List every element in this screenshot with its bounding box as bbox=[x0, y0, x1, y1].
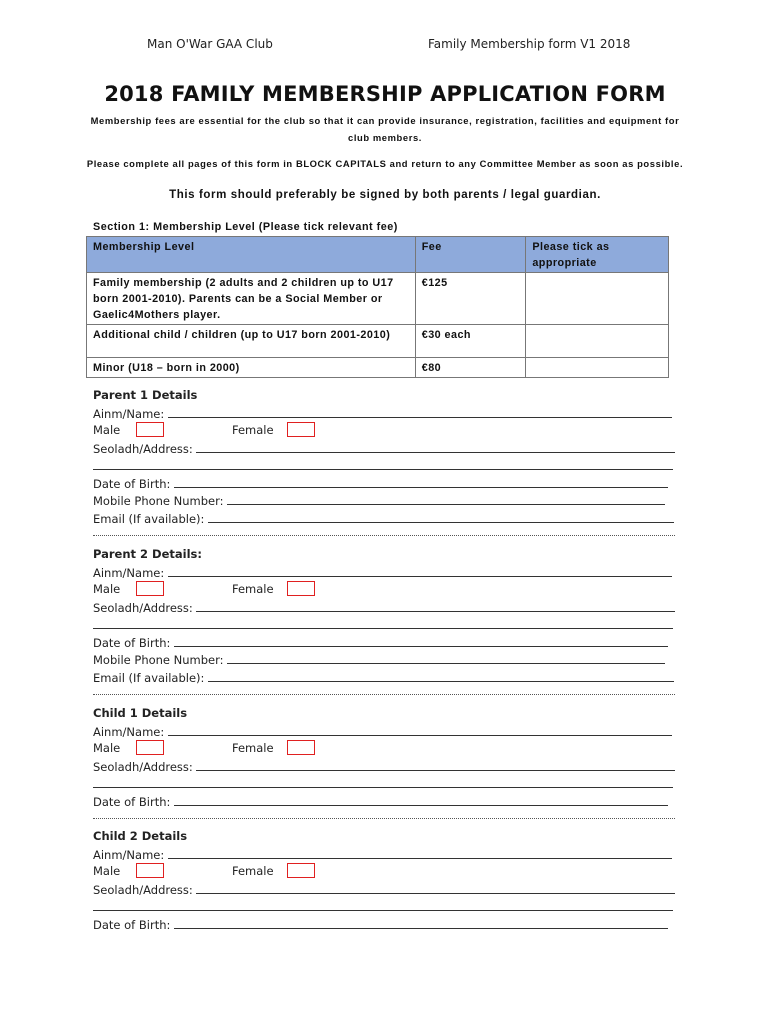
child1-address-line2[interactable] bbox=[93, 775, 673, 788]
child1-heading: Child 1 Details bbox=[93, 706, 188, 720]
child2-male-checkbox[interactable] bbox=[136, 863, 164, 878]
child2-address-row bbox=[93, 881, 675, 899]
parent2-name-row bbox=[93, 564, 675, 582]
tick-cell-family[interactable] bbox=[526, 273, 669, 325]
parent1-dob-row bbox=[93, 475, 675, 493]
parent1-mobile-field[interactable] bbox=[227, 492, 665, 505]
membership-level-cell: Family membership (2 adults and 2 children up to U17 born 2001-2010). Parents can be a Social Member or Gaelic4Mothers player. bbox=[87, 273, 416, 325]
parent2-name-field[interactable] bbox=[168, 564, 672, 577]
parent1-gender-row bbox=[93, 422, 675, 440]
name-label: Ainm/Name: bbox=[93, 724, 165, 739]
parent1-male-checkbox[interactable] bbox=[136, 422, 164, 437]
male-label: Male bbox=[93, 741, 121, 755]
parent1-address-row bbox=[93, 440, 675, 458]
female-label: Female bbox=[232, 582, 274, 596]
fee-cell: €80 bbox=[415, 358, 526, 378]
parent1-female-checkbox[interactable] bbox=[287, 422, 315, 437]
mobile-label: Mobile Phone Number: bbox=[93, 494, 224, 508]
parent2-email-row bbox=[93, 669, 675, 687]
page-title: 2018 FAMILY MEMBERSHIP APPLICATION FORM bbox=[104, 82, 666, 106]
child1-dob-field[interactable] bbox=[174, 793, 668, 806]
parent1-name-row bbox=[93, 405, 675, 423]
parent1-section bbox=[93, 387, 675, 536]
parent1-email-row bbox=[93, 510, 675, 528]
header-club-name: Man O'War GAA Club bbox=[147, 37, 273, 51]
membership-level-cell: Additional child / children (up to U17 born 2001-2010) bbox=[87, 325, 416, 358]
parent1-address-line2[interactable] bbox=[93, 457, 673, 470]
section-divider bbox=[93, 686, 675, 695]
female-label: Female bbox=[232, 741, 274, 755]
email-label: Email (If available): bbox=[93, 511, 205, 526]
dob-label: Date of Birth: bbox=[93, 917, 171, 932]
child2-dob-row bbox=[93, 916, 675, 934]
parent1-address-field[interactable] bbox=[196, 440, 675, 453]
parent2-section bbox=[93, 546, 675, 695]
section1-title: Section 1: Membership Level (Please tick relevant fee) bbox=[93, 221, 398, 233]
intro-signature-text: This form should preferably be signed by both parents / legal guardian. bbox=[169, 189, 601, 201]
child2-name-field[interactable] bbox=[168, 846, 672, 859]
male-label: Male bbox=[93, 423, 121, 437]
child2-gender-row bbox=[93, 863, 675, 881]
child2-name-row bbox=[93, 846, 675, 864]
parent1-email-field[interactable] bbox=[208, 510, 674, 523]
child1-male-checkbox[interactable] bbox=[136, 740, 164, 755]
name-label: Ainm/Name: bbox=[93, 406, 165, 421]
dob-label: Date of Birth: bbox=[93, 476, 171, 491]
child1-address-row bbox=[93, 758, 675, 776]
parent1-mobile-row bbox=[93, 492, 675, 510]
male-label: Male bbox=[93, 864, 121, 878]
child1-gender-row bbox=[93, 740, 675, 758]
parent2-address-line2[interactable] bbox=[93, 616, 673, 629]
parent1-dob-field[interactable] bbox=[174, 475, 668, 488]
header-fee: Fee bbox=[415, 237, 526, 273]
parent1-name-field[interactable] bbox=[168, 405, 672, 418]
intro-fees-text: Membership fees are essential for the club so that it can provide insurance, registration, facilities and equipment for club members. bbox=[90, 115, 680, 143]
address-label: Seoladh/Address: bbox=[93, 441, 193, 456]
child2-section bbox=[93, 828, 675, 933]
mobile-label: Mobile Phone Number: bbox=[93, 653, 224, 667]
female-label: Female bbox=[232, 864, 274, 878]
parent1-heading: Parent 1 Details bbox=[93, 388, 198, 402]
parent2-male-checkbox[interactable] bbox=[136, 581, 164, 596]
child1-dob-row bbox=[93, 793, 675, 811]
name-label: Ainm/Name: bbox=[93, 565, 165, 580]
parent2-dob-row bbox=[93, 634, 675, 652]
tick-cell-minor[interactable] bbox=[526, 358, 669, 378]
table-row bbox=[87, 273, 669, 325]
fee-cell: €125 bbox=[415, 273, 526, 325]
membership-fee-table bbox=[86, 236, 669, 378]
intro-instructions-text: Please complete all pages of this form in BLOCK CAPITALS and return to any Committee Member as soon as possible. bbox=[86, 158, 684, 169]
name-label: Ainm/Name: bbox=[93, 847, 165, 862]
fee-cell: €30 each bbox=[415, 325, 526, 358]
tick-cell-additional-child[interactable] bbox=[526, 325, 669, 358]
membership-level-cell: Minor (U18 – born in 2000) bbox=[87, 358, 416, 378]
child1-female-checkbox[interactable] bbox=[287, 740, 315, 755]
section-divider bbox=[93, 810, 675, 819]
parent2-mobile-field[interactable] bbox=[227, 651, 665, 664]
parent2-dob-field[interactable] bbox=[174, 634, 668, 647]
section-divider bbox=[93, 527, 675, 536]
child2-address-field[interactable] bbox=[196, 881, 675, 894]
table-row bbox=[87, 325, 669, 358]
male-label: Male bbox=[93, 582, 121, 596]
parent2-address-row bbox=[93, 599, 675, 617]
female-label: Female bbox=[232, 423, 274, 437]
table-header-row bbox=[87, 237, 669, 273]
child1-address-field[interactable] bbox=[196, 758, 675, 771]
header-membership-level: Membership Level bbox=[87, 237, 416, 273]
header-tick: Please tick as appropriate bbox=[526, 237, 669, 273]
child1-name-row bbox=[93, 723, 675, 741]
child1-section bbox=[93, 705, 675, 819]
parent2-address-field[interactable] bbox=[196, 599, 675, 612]
table-row bbox=[87, 358, 669, 378]
address-label: Seoladh/Address: bbox=[93, 600, 193, 615]
parent2-email-field[interactable] bbox=[208, 669, 674, 682]
parent2-mobile-row bbox=[93, 651, 675, 669]
parent2-gender-row bbox=[93, 581, 675, 599]
parent2-female-checkbox[interactable] bbox=[287, 581, 315, 596]
address-label: Seoladh/Address: bbox=[93, 759, 193, 774]
child2-female-checkbox[interactable] bbox=[287, 863, 315, 878]
child2-address-line2[interactable] bbox=[93, 898, 673, 911]
email-label: Email (If available): bbox=[93, 670, 205, 685]
dob-label: Date of Birth: bbox=[93, 794, 171, 809]
child2-heading: Child 2 Details bbox=[93, 829, 188, 843]
child1-name-field[interactable] bbox=[168, 723, 672, 736]
child2-dob-field[interactable] bbox=[174, 916, 668, 929]
header-form-version: Family Membership form V1 2018 bbox=[428, 37, 631, 51]
address-label: Seoladh/Address: bbox=[93, 882, 193, 897]
dob-label: Date of Birth: bbox=[93, 635, 171, 650]
parent2-heading: Parent 2 Details: bbox=[93, 547, 202, 561]
